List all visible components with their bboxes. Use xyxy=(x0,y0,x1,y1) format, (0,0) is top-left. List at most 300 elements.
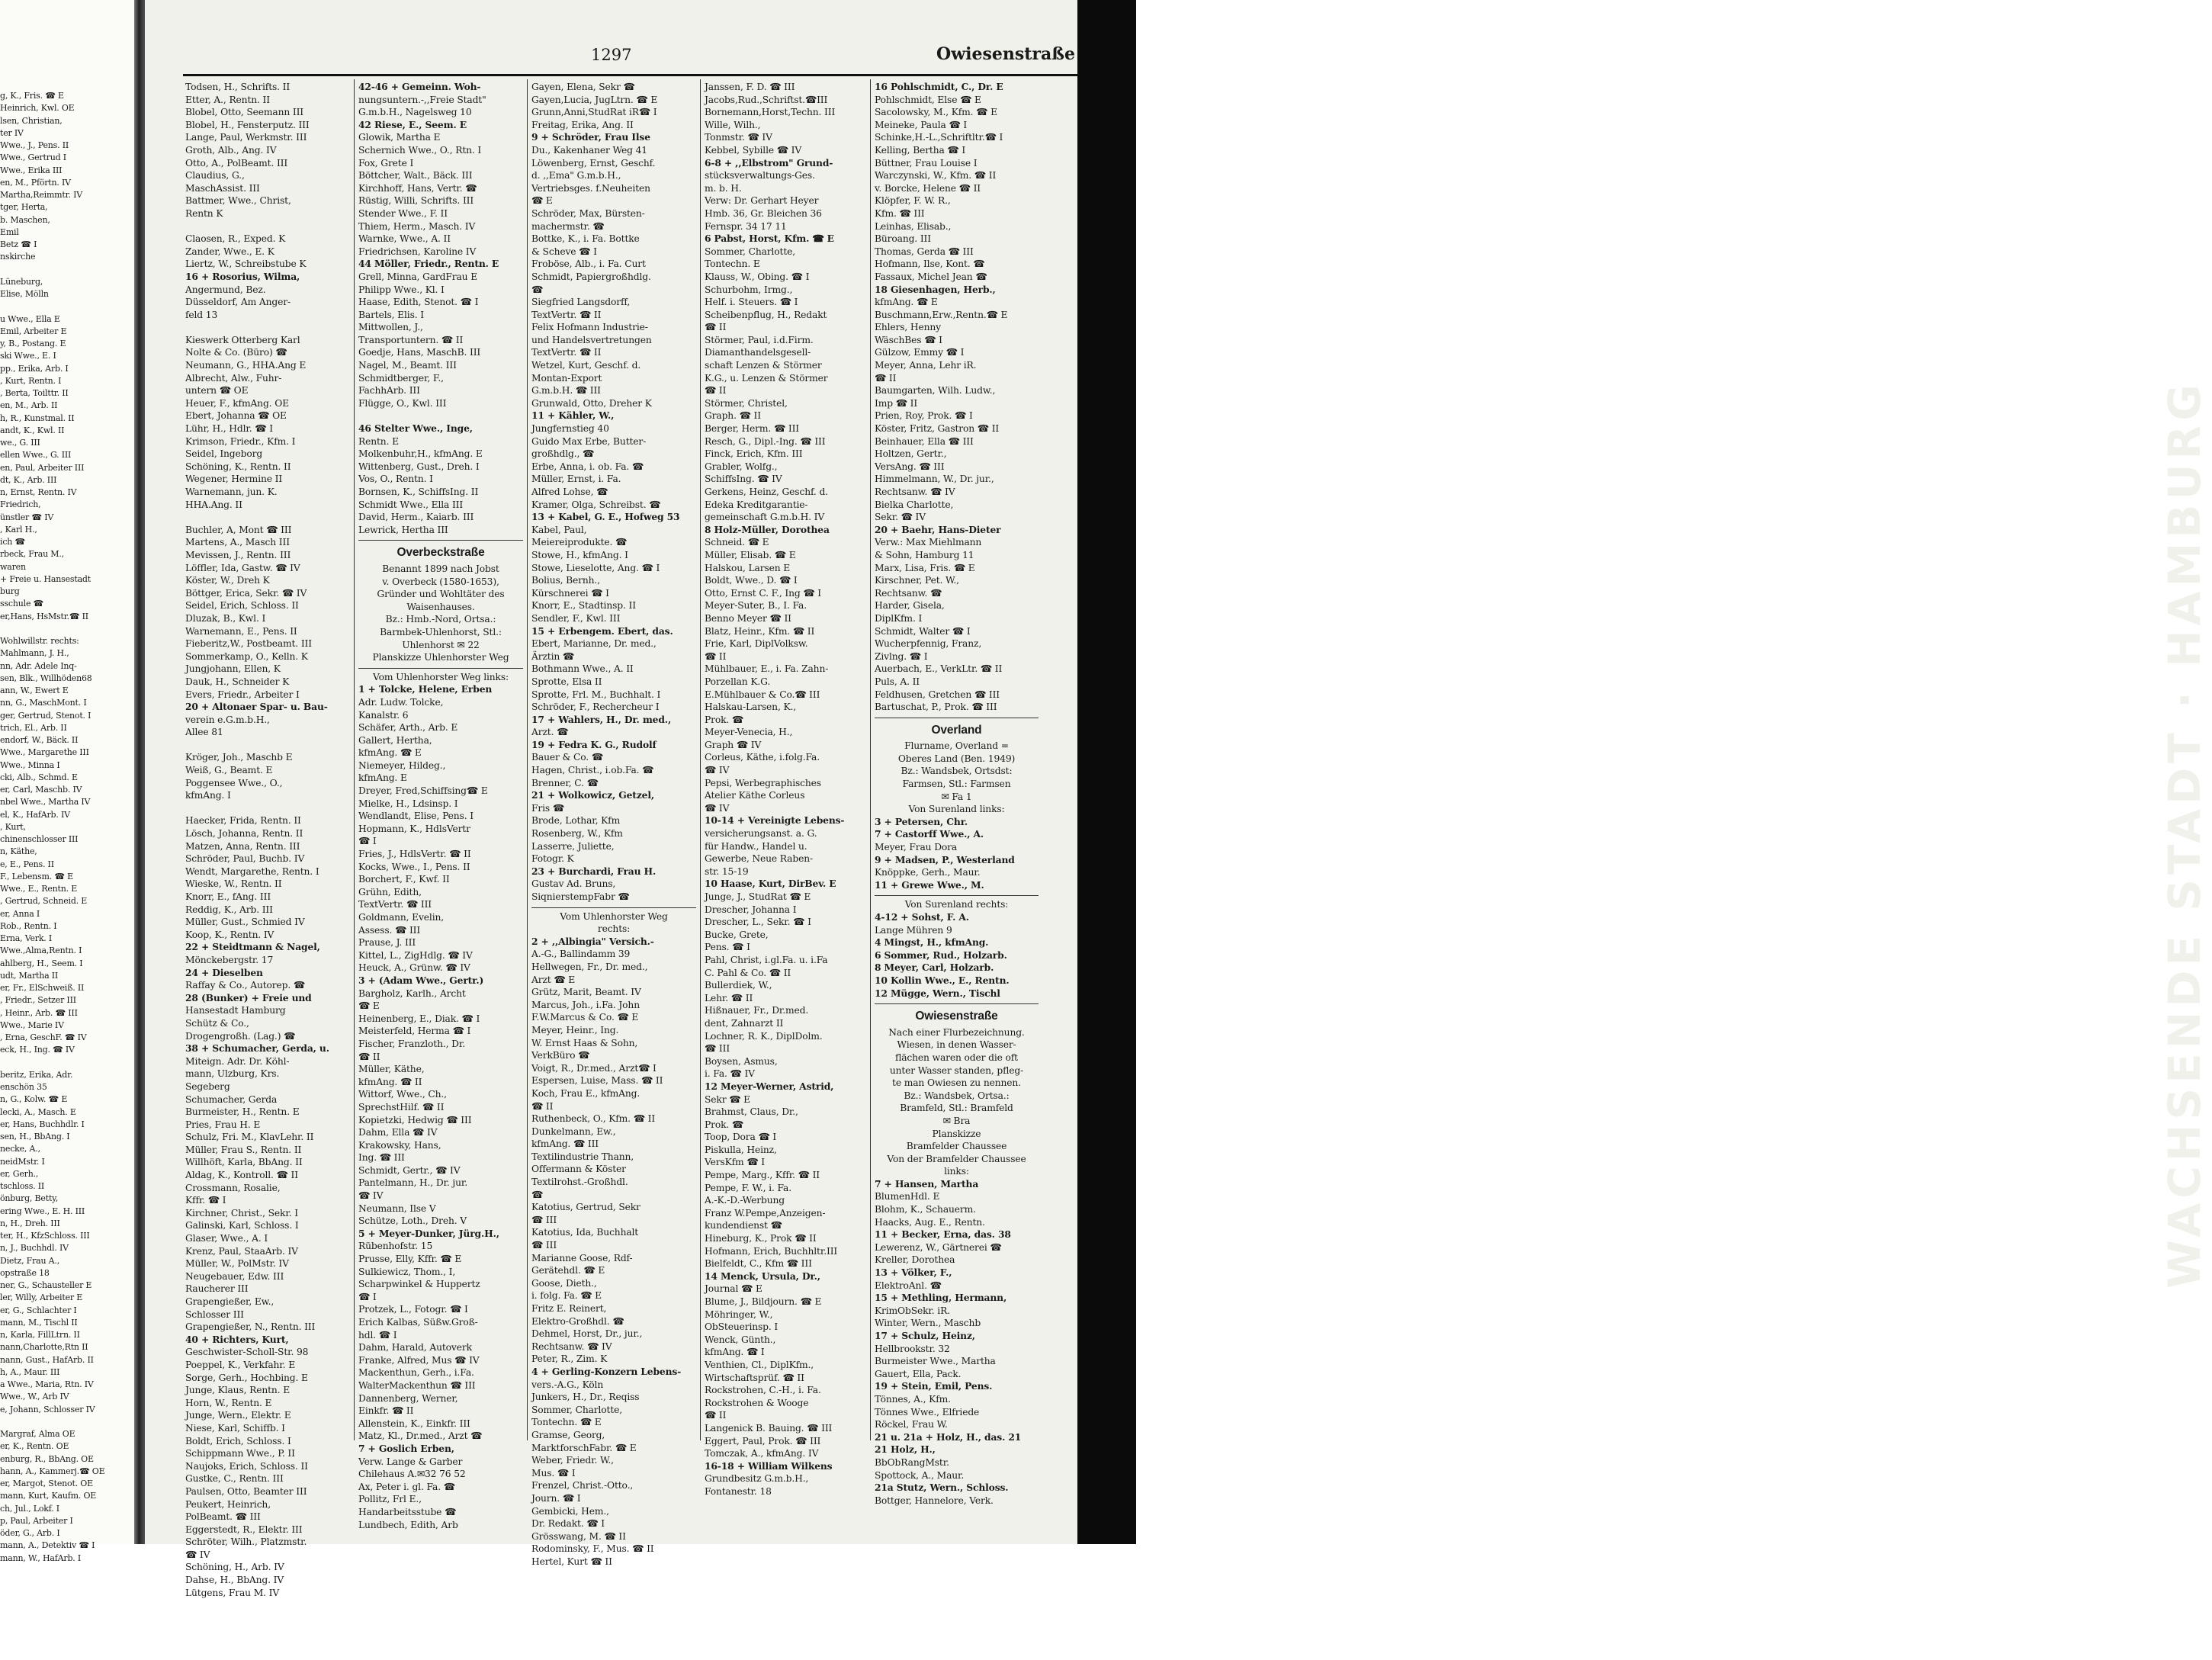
directory-entry: Porzellan K.G. xyxy=(705,676,771,687)
directory-entry: Journal ☎ E xyxy=(705,1283,762,1295)
house-number-entry: 21 Holz, H., xyxy=(875,1443,936,1456)
directory-entry: , Erna, GeschF. ☎ IV xyxy=(0,1032,87,1042)
directory-entry: + Freie u. Hansestadt xyxy=(0,573,91,584)
directory-entry: Halskou, Larsen E xyxy=(705,562,791,573)
directory-entry: Neumann, Ilse V xyxy=(358,1202,436,1214)
house-number-entry: 24 + Dieselben xyxy=(185,966,263,978)
directory-entry: Wieske, W., Rentn. II xyxy=(185,878,282,890)
directory-entry: Nolte & Co. (Büro) ☎ xyxy=(185,347,287,358)
directory-entry: Grühn, Edith, xyxy=(358,886,422,897)
directory-entry: mann, Kurt, Kaufm. OE xyxy=(0,1491,97,1501)
directory-entry: Rodominsky, F., Mus. ☎ II xyxy=(531,1543,654,1555)
directory-entry: Lüneburg, xyxy=(0,276,43,287)
directory-entry: Schröder, F., Rechercheur I xyxy=(531,702,660,713)
directory-entry: schaft Lenzen & Störmer xyxy=(705,360,822,371)
street-note: ✉ Bra xyxy=(942,1115,971,1126)
house-number-entry: 5 + Meyer-Dunker, Jürg.H., xyxy=(358,1227,499,1239)
house-number-entry: 6 Pabst, Horst, Kfm. ☎ E xyxy=(705,233,834,245)
column-4 xyxy=(705,81,866,1497)
directory-entry: g, K., Fris. ☎ E xyxy=(0,91,64,101)
directory-entry: Krenz, Paul, StaaArb. IV xyxy=(185,1245,298,1257)
directory-entry: ich ☎ xyxy=(0,537,25,547)
directory-entry xyxy=(0,300,131,313)
directory-entry: Bargholz, Karlh., Archt xyxy=(358,987,466,999)
directory-entry: Gallert, Hertha, xyxy=(358,734,432,746)
directory-entry: Bothmann Wwe., A. II xyxy=(531,663,634,675)
directory-entry: KrimObSekr. iR. xyxy=(875,1305,950,1316)
directory-entry: PolBeamt. ☎ III xyxy=(185,1511,261,1523)
directory-entry: WalterMackenthun ☎ III xyxy=(358,1379,476,1391)
directory-entry: Gustke, C., Rentn. III xyxy=(185,1473,284,1485)
directory-entry: Rentn. E xyxy=(358,435,399,447)
house-number-entry: 17 + Schulz, Heinz, xyxy=(875,1330,975,1341)
directory-entry: Arzt ☎ E xyxy=(531,974,576,985)
directory-entry: kfmAng. E xyxy=(358,772,407,784)
directory-entry: Dietz, Frau A., xyxy=(0,1255,60,1266)
street-note: Uhlenhorst ✉ 22 xyxy=(402,639,480,650)
directory-entry: Geschwister-Scholl-Str. 98 xyxy=(185,1347,309,1358)
directory-entry: Kirchhoff, Hans, Vertr. ☎ xyxy=(358,182,477,194)
directory-entry: en, Paul, Arbeiter III xyxy=(0,462,85,473)
house-number-entry: 19 + Stein, Emil, Pens. xyxy=(875,1380,993,1392)
directory-entry: ☎ I xyxy=(358,1291,377,1302)
directory-entry: endorf, W., Bäck. II xyxy=(0,735,79,745)
directory-entry: Stowe, Lieselotte, Ang. ☎ I xyxy=(531,562,660,573)
directory-entry: Transportuntern. ☎ II xyxy=(358,334,464,345)
directory-entry: TextVertr. ☎ III xyxy=(358,899,432,910)
directory-entry: Marianne Goose, Rdf- xyxy=(531,1252,633,1263)
house-number-entry: 17 + Wahlers, H., Dr. med., xyxy=(531,713,672,725)
directory-entry: Goldmann, Evelin, xyxy=(358,912,445,923)
directory-entry: udt, Martha II xyxy=(0,970,59,981)
directory-entry: A.-K.-D.-Werbung xyxy=(705,1195,785,1206)
street-note: Farmsen, Stl.: Farmsen xyxy=(902,779,1011,790)
directory-entry: Blobel, H., Fensterputz. III xyxy=(185,119,310,130)
page-header xyxy=(183,44,1075,75)
house-number-entry: 10 Haase, Kurt, DirBev. E xyxy=(705,878,836,890)
directory-entry: Sommerkamp, O., Kelln. K xyxy=(185,650,308,662)
directory-entry: Pempe, F. W., i. Fa. xyxy=(705,1182,791,1193)
directory-entry: Meyer, Heinr., Ing. xyxy=(531,1024,619,1035)
directory-entry: Verw: Dr. Gerhart Heyer xyxy=(705,195,819,207)
directory-entry: Journ. ☎ I xyxy=(531,1492,581,1504)
street-note: Benannt 1899 nach Jobst xyxy=(382,563,499,574)
directory-entry: Franz W.Pempe,Anzeigen- xyxy=(705,1207,826,1219)
directory-entry: burg xyxy=(0,586,20,596)
directory-entry: Drescher, L., Sekr. ☎ I xyxy=(705,917,811,928)
page-edge-band xyxy=(1077,0,2210,1544)
directory-entry: Freitag, Erika, Ang. II xyxy=(531,119,634,130)
directory-entry: Arzt. ☎ xyxy=(531,727,569,738)
directory-entry: David, Herm., Kaiarb. III xyxy=(358,512,474,523)
house-number-entry: 16 + Rosorius, Wilma, xyxy=(185,270,300,282)
directory-entry: ☎ II xyxy=(705,1410,727,1421)
directory-entry: öder, G., Arb. I xyxy=(0,1528,60,1538)
directory-entry: Kebbel, Sybille ☎ IV xyxy=(705,144,802,156)
directory-entry: Gülzow, Emmy ☎ I xyxy=(875,347,965,358)
directory-entry: Berger, Herm. ☎ III xyxy=(705,423,799,435)
directory-entry: Krakowsky, Hans, xyxy=(358,1139,441,1151)
directory-entry: Störmer, Paul, i.d.Firm. xyxy=(705,334,814,345)
directory-entry: Tönnes, A., Kfm. xyxy=(875,1393,951,1405)
directory-entry: Meiereiprodukte. ☎ xyxy=(531,537,628,548)
directory-entry: ünstler ☎ IV xyxy=(0,512,54,522)
directory-entry xyxy=(185,511,350,524)
directory-entry: Wegener, Hermine II xyxy=(185,474,283,485)
directory-entry: beritz, Erika, Adr. xyxy=(0,1069,73,1080)
directory-entry: Wwe., Gertrud I xyxy=(0,153,66,163)
directory-entry: Koch, Frau E., kfmAng. xyxy=(531,1087,640,1099)
directory-entry: Boysen, Asmus, xyxy=(705,1055,778,1067)
directory-entry: Borchert, F., Kwf. II xyxy=(358,874,450,885)
street-heading: Overland xyxy=(931,723,982,737)
directory-entry xyxy=(0,1057,131,1069)
directory-entry: Prusse, Elly, Kffr. ☎ E xyxy=(358,1254,462,1265)
directory-entry: Haase, Edith, Stenot. ☎ I xyxy=(358,297,479,308)
house-number-entry: 16-18 + William Wilkens xyxy=(705,1459,833,1472)
directory-entry: Dahm, Ella ☎ IV xyxy=(358,1127,438,1138)
house-number-entry: 14 Menck, Ursula, Dr., xyxy=(705,1270,820,1282)
column-divider xyxy=(354,79,355,1440)
directory-entry: Seidel, Erich, Schloss. II xyxy=(185,600,299,612)
street-note: rechts: xyxy=(597,923,631,935)
directory-entry: ObSteuerinsp. I xyxy=(705,1321,779,1333)
directory-entry: Neugebauer, Edw. III xyxy=(185,1270,284,1282)
directory-entry: Otto, Ernst C. F., Ing ☎ I xyxy=(705,587,821,599)
directory-entry: d. ,,Ema" G.m.b.H., xyxy=(531,170,621,181)
directory-entry: Froböse, Alb., i. Fa. Curt xyxy=(531,258,646,270)
directory-entry: VersKfm ☎ I xyxy=(705,1157,765,1168)
directory-entry: Wohlwillstr. rechts: xyxy=(0,636,79,646)
directory-entry: n, Käthe, xyxy=(0,846,37,857)
directory-entry: Lühr, H., Hdlr. ☎ I xyxy=(185,423,273,435)
directory-entry: enburg, R., BbAng. OE xyxy=(0,1453,94,1464)
directory-entry: Tonmstr. ☎ IV xyxy=(705,132,772,143)
directory-entry: Erich Kalbas, Süßw.Groß- xyxy=(358,1317,478,1328)
directory-entry: Sorge, Gerh., Hochbing. E xyxy=(185,1372,308,1383)
column-divider xyxy=(700,79,701,1440)
directory-entry: Mönckebergstr. 17 xyxy=(185,954,274,965)
directory-entry: Peukert, Heinrich, xyxy=(185,1498,271,1510)
directory-entry: nn, G., MaschMont. I xyxy=(0,698,87,708)
directory-entry: Finck, Erich, Kfm. III xyxy=(705,448,803,460)
house-number-entry: 8 Meyer, Carl, Holzarb. xyxy=(875,962,994,974)
directory-entry: Rosenberg, W., Kfm xyxy=(531,828,623,840)
directory-entry: A.-G., Ballindamm 39 xyxy=(531,949,631,960)
directory-entry: er, Fr., ElSchweiß. II xyxy=(0,983,85,993)
directory-entry: Düsseldorf, Am Anger- xyxy=(185,297,291,308)
column-1 xyxy=(185,81,350,1598)
column-divider xyxy=(870,79,871,1440)
directory-entry: MaschAssist. III xyxy=(185,182,260,194)
directory-entry: Schinke,H.-L.,Schriftltr.☎ I xyxy=(875,132,1003,143)
directory-entry: Sulkiewicz, Thom., I, xyxy=(358,1266,456,1277)
directory-entry: Dehmel, Horst, Dr., jur., xyxy=(531,1328,643,1340)
directory-entry: Dr. Redakt. ☎ I xyxy=(531,1518,605,1530)
directory-entry: chinenschlosser III xyxy=(0,834,79,844)
directory-entry: Fries, J., HdlsVertr. ☎ II xyxy=(358,849,471,860)
directory-entry: Resch, G., Dipl.-Ing. ☎ III xyxy=(705,435,826,447)
directory-entry: Goedje, Hans, MaschB. III xyxy=(358,347,481,358)
house-number-entry: 11 + Kähler, W., xyxy=(531,409,615,422)
directory-entry: Koop, K., Rentn. IV xyxy=(185,929,274,940)
directory-entry: Elise, Mölln xyxy=(0,289,49,299)
directory-entry: Müller, Ernst, i. Fa. xyxy=(531,474,621,485)
directory-entry: Weiß, G., Beamt. E xyxy=(185,765,273,776)
directory-entry: Pohlschmidt, Else ☎ E xyxy=(875,94,981,105)
directory-entry: ann, W., Ewert E xyxy=(0,686,69,695)
directory-entry: er, Hans, Buchhdlr. I xyxy=(0,1119,85,1129)
directory-entry: Auerbach, E., VerkLtr. ☎ II xyxy=(875,663,1003,675)
directory-entry: Holtzen, Gertr., xyxy=(875,448,947,460)
page-number: 1297 xyxy=(591,46,632,64)
directory-entry: Pahl, Christ, i.gl.Fa. u. i.Fa xyxy=(705,954,828,965)
house-number-entry: 12 Mügge, Wern., Tischl xyxy=(875,987,1000,999)
directory-entry: Thiem, Herm., Masch. IV xyxy=(358,220,476,232)
directory-entry: ☎ II xyxy=(705,385,727,397)
column-5 xyxy=(875,81,1039,1506)
directory-entry: Kocks, Wwe., I., Pens. II xyxy=(358,861,470,872)
directory-entry: Langenick B. Bauing. ☎ III xyxy=(705,1422,833,1434)
directory-entry: Glaser, Wwe., A. I xyxy=(185,1233,268,1244)
directory-entry: Lösch, Johanna, Rentn. II xyxy=(185,828,303,840)
directory-entry: Weber, Friedr. W., xyxy=(531,1455,614,1466)
directory-entry xyxy=(185,220,350,233)
street-note: Vom Uhlenhorster Weg xyxy=(560,910,668,922)
directory-entry: Müller, Käthe, xyxy=(358,1064,425,1075)
directory-entry: Knorr, E., fAng. III xyxy=(185,891,271,902)
directory-entry: Grell, Minna, GardFrau E xyxy=(358,271,478,282)
directory-entry: trich, El., Arb. II xyxy=(0,722,67,733)
directory-entry: Montan-Export xyxy=(531,372,602,384)
street-note: Bramfeld, Stl.: Bramfeld xyxy=(900,1103,1013,1114)
directory-entry: und Handelsvertretungen xyxy=(531,334,652,345)
directory-entry: Katotius, Gertrud, Sekr xyxy=(531,1202,640,1213)
directory-entry: sen, Blk., Willhöden68 xyxy=(0,673,92,683)
directory-entry: Kfm. ☎ III xyxy=(875,207,925,219)
directory-entry: Wille, Wilh., xyxy=(705,119,761,130)
directory-entry: Gayen, Elena, Sekr ☎ xyxy=(531,82,635,92)
directory-entry: b. Maschen, xyxy=(0,214,50,225)
directory-entry: Lundbech, Edith, Arb xyxy=(358,1519,458,1530)
directory-entry: ☎ IV xyxy=(358,1190,384,1202)
house-number-entry: 42 Riese, E., Seem. E xyxy=(358,118,467,130)
directory-entry: Rob., Rentn. I xyxy=(0,920,57,931)
directory-entry: Fris ☎ xyxy=(531,802,564,814)
directory-entry: , Kurt, xyxy=(0,821,26,832)
directory-entry: sschule ☎ xyxy=(0,599,44,609)
house-number-entry: 16 Pohlschmidt, C., Dr. E xyxy=(875,81,1003,92)
column-2 xyxy=(358,81,523,1530)
edge-text: WACHSENDE STADT · HAMBURG xyxy=(2159,380,2210,1289)
directory-entry: Felix Hofmann Industrie- xyxy=(531,322,648,333)
directory-entry: Krimson, Friedr., Kfm. I xyxy=(185,435,296,447)
directory-entry: TextVertr. ☎ II xyxy=(531,309,602,320)
directory-entry: Heuer, F., kfmAng. OE xyxy=(185,397,289,409)
directory-entry: pp., Erika, Arb. I xyxy=(0,363,69,374)
directory-entry: Hofmann, Erich, Buchhltr.III xyxy=(705,1245,838,1257)
directory-entry: kfmAng. ☎ E xyxy=(358,747,422,759)
directory-entry: DiplKfm. I xyxy=(875,612,923,624)
directory-entry: Bornsen, K., SchiffsIng. II xyxy=(358,486,479,497)
directory-entry: Grunwald, Otto, Dreher K xyxy=(531,397,652,409)
directory-entry: Wirtschaftsprüf. ☎ II xyxy=(705,1372,804,1383)
street-note: Von der Bramfelder Chaussee xyxy=(887,1153,1026,1164)
directory-entry: Kffr. ☎ I xyxy=(185,1195,226,1206)
directory-entry: Friedrich, xyxy=(0,499,41,510)
house-number-entry: 4 + Gerling-Konzern Lebens- xyxy=(531,1365,682,1377)
directory-entry: Fernspr. 34 17 11 xyxy=(705,220,787,232)
directory-entry: ner, G., Schausteller E xyxy=(0,1280,92,1290)
directory-entry: nskirche xyxy=(0,252,36,262)
directory-entry xyxy=(358,409,523,422)
directory-entry: Schurbohm, Irmg., xyxy=(705,284,793,295)
running-head: Owiesenstraße xyxy=(936,44,1075,64)
directory-entry: Mevissen, J., Rentn. III xyxy=(185,549,291,560)
directory-entry: Schumacher, Gerda xyxy=(185,1093,278,1105)
directory-entry: Rentn K xyxy=(185,207,223,219)
directory-entry: Schernich Wwe., O., Rtn. I xyxy=(358,144,482,156)
directory-entry: i. Fa. ☎ IV xyxy=(705,1068,755,1080)
directory-entry: y, B., Postang. E xyxy=(0,339,66,348)
directory-entry: Warnemann, E., Pens. II xyxy=(185,625,297,637)
directory-entry: n, J., Buchhdl. IV xyxy=(0,1243,69,1254)
directory-entry: kfmAng. ☎ II xyxy=(358,1076,422,1087)
directory-entry: Knöppke, Gerh., Maur. xyxy=(875,867,981,878)
directory-entry: Lewrick, Hertha III xyxy=(358,524,448,535)
directory-entry: lecki, A., Masch. E xyxy=(0,1106,76,1117)
directory-entry: Niemeyer, Hildeg., xyxy=(358,759,446,771)
directory-entry: Graph. ☎ II xyxy=(705,410,761,422)
directory-entry: Gayen,Lucia, JugLtrn. ☎ E xyxy=(531,94,658,105)
directory-entry: ☎ III xyxy=(531,1240,557,1251)
directory-entry: Meyer, Frau Dora xyxy=(875,842,958,853)
directory-entry: Verw. Lange & Garber xyxy=(358,1456,463,1467)
directory-entry: Haecker, Frida, Rentn. II xyxy=(185,815,301,827)
directory-entry: Miteign. Adr. Dr. Köhl- xyxy=(185,1055,290,1067)
street-note: Vom Uhlenhorster Weg links: xyxy=(373,671,509,682)
directory-entry: Dreyer, Fred,Schiffsing☎ E xyxy=(358,785,488,797)
house-number-entry: 15 + Methling, Hermann, xyxy=(875,1292,1007,1304)
directory-entry: n, Karla, FillLtrn. II xyxy=(0,1330,80,1340)
directory-entry: Evers, Friedr., Arbeiter I xyxy=(185,689,300,700)
directory-entry: untern ☎ OE xyxy=(185,385,249,397)
directory-entry: Schmidt Wwe., Ella III xyxy=(358,499,464,510)
directory-entry: Grapengießer, N., Rentn. III xyxy=(185,1321,316,1333)
directory-entry: VerkBüro ☎ xyxy=(531,1050,590,1061)
house-number-entry: 8 Holz-Müller, Dorothea xyxy=(705,523,830,535)
directory-entry: Buschmann,Erw.,Rentn.☎ E xyxy=(875,309,1008,320)
directory-entry: Alfred Lohse, ☎ xyxy=(531,486,608,497)
directory-entry: Sekr ☎ E xyxy=(705,1093,750,1105)
directory-entry: Bauer & Co. ☎ xyxy=(531,752,603,763)
street-note: Waisenhauses. xyxy=(406,601,475,612)
directory-entry: Groth, Alb., Ang. IV xyxy=(185,144,277,156)
directory-entry: Lange, Paul, Werkmstr. III xyxy=(185,132,307,143)
directory-entry: Grundbesitz G.m.b.H., xyxy=(705,1473,809,1485)
house-number-entry: 6-8 + ,,Elbstrom" Grund- xyxy=(705,156,833,169)
directory-entry: h, A., Maur. III xyxy=(0,1366,60,1377)
directory-entry: Textilindustrie Thann, xyxy=(531,1151,634,1162)
house-number-entry: 2 + ,,Albingia" Versich.- xyxy=(531,935,654,947)
directory-entry: ellen Wwe., G. III xyxy=(0,450,72,461)
directory-entry: Dunkelmann, Ew., xyxy=(531,1125,616,1137)
street-heading: Owiesenstraße xyxy=(915,1010,998,1023)
directory-entry: Schütze, Loth., Dreh. V xyxy=(358,1215,467,1227)
directory-entry: Fischer, Franzloth., Dr. xyxy=(358,1038,465,1049)
directory-entry: Junge, Wern., Elektr. E xyxy=(185,1410,291,1421)
directory-entry: Raffay & Co., Autorep. ☎ xyxy=(185,980,306,991)
house-number-entry: 12 Meyer-Werner, Astrid, xyxy=(705,1080,834,1092)
directory-entry: Junge, Klaus, Rentn. E xyxy=(185,1385,291,1396)
directory-entry: ☎ III xyxy=(531,1214,557,1225)
directory-entry: ski Wwe., E. I xyxy=(0,351,56,361)
directory-entry: Bottger, Hannelore, Verk. xyxy=(875,1495,994,1506)
street-note: Planskizze Uhlenhorster Weg xyxy=(372,652,509,663)
directory-entry: Gewerbe, Neue Raben- xyxy=(705,853,813,865)
directory-entry: Aldag, K., Kontroll. ☎ II xyxy=(185,1170,298,1181)
directory-entry: Benno Meyer ☎ II xyxy=(705,612,791,624)
directory-entry: Wendt, Margarethe, Rentn. I xyxy=(185,865,319,877)
street-note: Flurname, Overland = xyxy=(904,740,1009,752)
directory-entry: machermstr. ☎ xyxy=(531,220,605,232)
directory-entry: Assess. ☎ III xyxy=(358,924,421,936)
previous-page-column xyxy=(0,90,131,1563)
directory-entry: Fieberitz,W., Postbeamt. III xyxy=(185,638,312,650)
directory-entry: Martens, A., Masch III xyxy=(185,537,290,548)
directory-entry: Rübenhofstr. 15 xyxy=(358,1241,433,1252)
directory-entry: Hellwegen, Fr., Dr. med., xyxy=(531,961,648,972)
house-number-entry: 40 + Richters, Kurt, xyxy=(185,1333,289,1345)
directory-entry: Brahmst, Claus, Dr., xyxy=(705,1106,798,1118)
section-rule xyxy=(358,540,523,541)
directory-entry: Poggensee Wwe., O., xyxy=(185,777,283,788)
directory-entry: Hineburg, K., Prok ☎ II xyxy=(705,1233,817,1244)
directory-entry: Eggert, Paul, Prok. ☎ III xyxy=(705,1435,821,1446)
directory-entry: C. Pahl & Co. ☎ II xyxy=(705,967,791,978)
directory-entry: waren xyxy=(0,561,26,572)
section-rule xyxy=(531,907,696,908)
directory-entry: mann, M., Tischl II xyxy=(0,1317,78,1328)
directory-entry: e, E., Pens. II xyxy=(0,859,54,869)
directory-entry: Kramer, Olga, Schreibst. ☎ xyxy=(531,499,661,510)
directory-entry: Fontanestr. 18 xyxy=(705,1485,772,1497)
directory-entry: ☎ xyxy=(531,1189,544,1200)
directory-entry: en, M., Pförtn. IV xyxy=(0,177,71,188)
house-number-entry: 11 + Becker, Erna, das. 38 xyxy=(875,1228,1011,1241)
directory-entry: Flügge, O., Kwl. III xyxy=(358,397,447,409)
directory-entry: Schöning, K., Rentn. II xyxy=(185,461,291,472)
directory-entry: sen, H., BbAng. I xyxy=(0,1132,70,1141)
house-number-entry: 20 + Altonaer Spar- u. Bau- xyxy=(185,701,328,713)
directory-entry: nann,Charlotte,Rtn II xyxy=(0,1342,88,1353)
directory-entry: Kieswerk Otterberg Karl xyxy=(185,334,300,345)
directory-entry xyxy=(0,623,131,635)
directory-entry: mann, A., Detektiv ☎ I xyxy=(0,1540,95,1551)
directory-entry: Bottke, K., i. Fa. Bottke xyxy=(531,233,640,245)
directory-entry: n, G., Kolw. ☎ E xyxy=(0,1094,68,1105)
directory-entry: Junkers, H., Dr., Reqiss xyxy=(531,1392,640,1403)
directory-entry: Prok. ☎ xyxy=(705,1119,744,1130)
directory-entry: Heinenberg, E., Diak. ☎ I xyxy=(358,1013,480,1024)
directory-entry: , Gertrud, Schneid. E xyxy=(0,896,88,907)
street-note: Bz.: Wandsbek, Ortsa.: xyxy=(904,1090,1010,1101)
directory-entry: SiqnierstempFabr ☎ xyxy=(531,891,630,902)
directory-entry: Meisterfeld, Herma ☎ I xyxy=(358,1026,471,1037)
directory-entry: , Kurt, Rentn. I xyxy=(0,375,62,386)
directory-entry: Willhöft, Karla, BbAng. II xyxy=(185,1157,303,1168)
directory-entry: kfmAng. ☎ E xyxy=(875,297,938,308)
